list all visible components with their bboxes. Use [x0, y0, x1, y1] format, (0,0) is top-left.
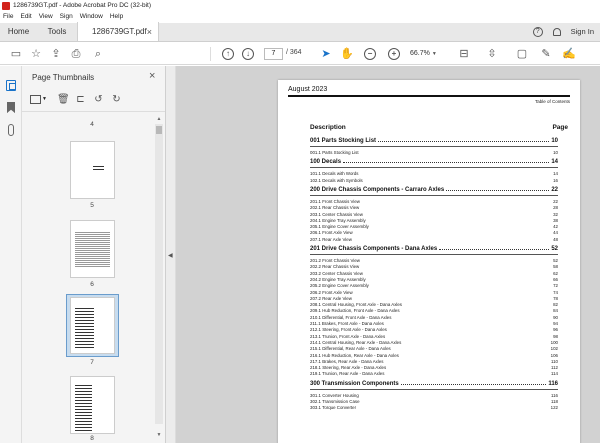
thumbnail-text [75, 302, 110, 303]
toc-entry[interactable] [310, 199, 558, 204]
toc-entry[interactable] [310, 393, 558, 398]
thumbnail-text [75, 148, 110, 150]
toc-entry[interactable] [310, 334, 558, 339]
toc-entry-page: 48 [553, 236, 558, 242]
toc-entry-page: 122 [550, 405, 558, 411]
document-date: August 2023 [288, 86, 328, 93]
scroll-thumb[interactable] [156, 126, 162, 134]
toolbar-separator [210, 47, 211, 61]
toc-entry-page: 52 [553, 258, 558, 263]
thumbnail-page-number: 6 [90, 281, 94, 288]
toc-entry-label: 201.2 Front Chassis View [310, 258, 360, 263]
document-page [278, 80, 580, 443]
toc-entry-page: 58 [553, 264, 558, 270]
toc-entry-label: 100 Decals [310, 159, 342, 166]
toc-entry-label: 206.2 Front Axle View [310, 289, 353, 295]
thumbnail-page-7[interactable] [70, 297, 115, 354]
toc-entry-label: 207.2 Rear Axle View [310, 295, 352, 301]
toc-entry-page: 118 [551, 399, 558, 404]
toc-entry[interactable] [310, 150, 558, 155]
toc-entry-page: 44 [553, 230, 558, 236]
toc-entry-page: 78 [553, 295, 558, 301]
thumbnail-page-number: 5 [90, 202, 94, 209]
bookmark-star-icon[interactable]: ☆ [31, 48, 41, 60]
page-number-input[interactable]: 7 [264, 48, 283, 60]
document-view[interactable] [176, 66, 600, 443]
close-icon[interactable]: × [146, 26, 152, 37]
highlight-pen-icon[interactable]: ✎ [541, 48, 551, 60]
bell-icon[interactable] [553, 28, 561, 36]
toc-entry[interactable] [310, 224, 558, 229]
toc-entry-page: 106 [550, 352, 558, 358]
toc-column-description: Description [310, 124, 346, 131]
toc-entry[interactable] [310, 371, 558, 376]
save-icon[interactable]: ▭ [10, 48, 22, 60]
thumbnail-table [75, 231, 110, 267]
title-bar [0, 0, 600, 11]
tab-tools-label: Tools [47, 27, 67, 36]
toc-entry-label: 215.1 Differential, Rear Axle - Dana Axles [310, 346, 391, 352]
rotate-cw-icon[interactable]: ↻ [112, 93, 121, 105]
toc-entry-label: 207.1 Rear Axle View [310, 236, 352, 242]
toc-entry-label: 218.1 Steering, Rear Axle - Dana Axles [310, 365, 387, 371]
scrolling-mode-icon[interactable]: ⇳ [487, 48, 497, 60]
search-icon[interactable]: ⌕ [94, 48, 102, 60]
toolbar [0, 43, 600, 65]
print-icon[interactable]: ⎙ [71, 48, 81, 60]
toc-section-rule [310, 146, 558, 147]
toc-entry-page: 84 [553, 308, 558, 314]
toc-entry[interactable] [310, 258, 558, 263]
menu-sign[interactable]: Sign [59, 13, 73, 20]
toc-section-rule [310, 254, 558, 255]
tab-tools[interactable] [37, 22, 77, 41]
toc-entry[interactable] [310, 237, 558, 242]
toc-entry[interactable] [310, 302, 558, 307]
thumbnail-tools [30, 92, 122, 106]
thumbnail-scrollbar[interactable] [155, 116, 163, 440]
toc-entry-page: 102 [550, 346, 558, 352]
toc-entry-label: 101.1 Decals with Words [310, 171, 359, 177]
toc-entry[interactable] [310, 178, 558, 183]
toc-leader [401, 384, 547, 385]
menu-view[interactable]: View [38, 13, 53, 20]
tab-home[interactable] [0, 22, 37, 41]
left-tool-rail [0, 66, 22, 443]
toc-entry[interactable] [310, 212, 558, 217]
toc-entry-label: 201 Drive Chassis Components - Dana Axles [310, 246, 438, 252]
toc-entry[interactable] [310, 353, 558, 358]
toc-entry-page: 96 [553, 327, 558, 333]
toc-section-entry[interactable] [310, 138, 558, 144]
toc-entry-page: 16 [553, 177, 558, 183]
toc-entry-page: 42 [553, 224, 558, 230]
toc-entry[interactable] [310, 271, 558, 276]
toc-entry[interactable] [310, 340, 558, 345]
toc-entry-page: 38 [553, 217, 558, 223]
panel-divider [22, 111, 165, 112]
page-thumbnails-panel [22, 66, 166, 443]
toc-entry-page: 94 [553, 321, 558, 326]
toc-entry-page: 90 [553, 314, 558, 320]
toc-entry-label: 201.1 Front Chassis View [310, 198, 360, 204]
panel-title: Page Thumbnails [32, 73, 95, 82]
toc-entry-label: 209.1 Hub Reduction, Front Axle - Dana Axles [310, 308, 400, 314]
thumbnail-page-6[interactable] [70, 220, 115, 278]
thumbnail-text [75, 383, 92, 431]
toc-entry[interactable] [310, 359, 558, 364]
toc-entry-page: 10 [553, 150, 558, 155]
chevron-down-icon: ▼ [431, 51, 437, 57]
toc-entry-label: 202.1 Rear Chassis View [310, 205, 360, 211]
toc-entry-label: 214.1 Central Housing, Rear Axle - Dana Axles [310, 339, 402, 345]
toc-entry-label: 211.1 Brakes, Front Axle - Dana Axles [310, 321, 384, 326]
header-rule [288, 95, 570, 97]
toc-entry-page: 14 [553, 171, 558, 177]
insert-page-icon[interactable]: ⊏ [76, 93, 85, 105]
toc-entry-label: 200 Drive Chassis Components - Carraro Axles [310, 186, 445, 193]
page-thumbnails-icon[interactable] [6, 80, 16, 91]
toc-entry[interactable] [310, 296, 558, 301]
thumbnail-text [75, 225, 110, 227]
toc-entry-label: 217.1 Brakes, Rear Axle - Dana Axles [310, 358, 384, 364]
toc-leader [439, 249, 549, 250]
scroll-track[interactable] [155, 124, 163, 424]
toc-column-page: Page [552, 124, 568, 131]
rotate-ccw-icon[interactable]: ↺ [94, 93, 103, 105]
toc-entry-label: 102.1 Decals with Symbols [310, 177, 363, 183]
toc-entry[interactable] [310, 315, 558, 320]
toc-entry-label: 301.1 Converter Housing [310, 392, 359, 398]
toc-entry-page: 98 [553, 333, 558, 339]
tab-home-label: Home [7, 27, 30, 36]
page-total: / 364 [286, 49, 302, 56]
toc-section-rule [310, 167, 558, 168]
toc-entry-page: 116 [551, 392, 558, 398]
toc-entry-label: 202.2 Rear Chassis View [310, 264, 360, 270]
thumbnail-text [93, 164, 104, 172]
toc-entry-label: 212.1 Steering, Front Axle - Dana Axles [310, 327, 387, 333]
toc-section-rule [310, 389, 558, 390]
toc-entry-page: 10 [551, 138, 558, 144]
toc-entry-page: 22 [551, 186, 558, 193]
toc-entry-label: 203.2 Center Chassis View [310, 270, 363, 276]
toc-entry-label: 205.2 Engine Cover Assembly [310, 283, 369, 289]
toc-entry-page: 22 [553, 198, 558, 204]
trash-icon[interactable]: 🗑 [57, 93, 70, 105]
acrobat-logo-icon [2, 2, 10, 10]
toc-entry[interactable] [310, 346, 558, 351]
thumbnail-page-number: 7 [90, 359, 94, 366]
toc-entry-label: 001 Parts Stocking List [310, 138, 377, 144]
toc-section-entry[interactable] [310, 381, 558, 387]
toc-entry[interactable] [310, 230, 558, 235]
toc-leader [446, 190, 549, 191]
zoom-value: 66.7% [410, 50, 430, 57]
toc-entry-label: 302.1 Transmission Case [310, 399, 360, 404]
menu-file[interactable]: File [3, 13, 14, 20]
menu-bar [0, 11, 600, 22]
toc-entry-page: 116 [548, 380, 558, 387]
toc-entry-page: 32 [553, 211, 558, 217]
toc-entry-label: 205.1 Engine Cover Assembly [310, 224, 369, 230]
sign-pen-icon[interactable]: ✍ [562, 48, 576, 60]
toc-entry-page: 82 [553, 302, 558, 308]
toc-entry-label: 208.1 Central Housing, Front Axle - Dana Axles [310, 302, 403, 308]
select-arrow-icon[interactable]: ➤ [321, 48, 331, 60]
toc-entry[interactable] [310, 277, 558, 282]
toc-entry-label: 206.1 Front Axle View [310, 230, 353, 236]
hand-tool-icon[interactable]: ✋ [340, 48, 354, 60]
collapse-arrow-icon[interactable]: ◀ [168, 253, 173, 259]
toc-entry-page: 114 [551, 371, 558, 377]
toc-entry-label: 219.1 Trunion, Rear Axle - Dana Axles [310, 371, 385, 377]
toc-section-entry[interactable] [310, 187, 558, 193]
toc-entry[interactable] [310, 283, 558, 288]
toc-section-rule [310, 195, 558, 196]
toc-entry-page: 74 [553, 289, 558, 295]
toc-entry[interactable] [310, 171, 558, 176]
toc-entry-label: 300 Transmission Components [310, 380, 399, 387]
next-page-icon[interactable]: ↓ [242, 48, 254, 60]
page-layout-icon[interactable]: ⊟ [459, 48, 469, 60]
tab-document-label: 1286739GT.pdf [92, 27, 147, 36]
toc-entry-page: 28 [553, 205, 558, 211]
toc-entry[interactable] [310, 405, 558, 410]
toc-entry[interactable] [310, 264, 558, 269]
toc-entry[interactable] [310, 308, 558, 313]
attachment-icon[interactable] [8, 124, 14, 136]
header-right-icons [533, 22, 600, 41]
sign-in-link[interactable]: Sign In [570, 27, 594, 36]
thumbnail-page-8[interactable] [70, 376, 115, 434]
help-icon[interactable]: ? [533, 27, 543, 37]
toc-entry[interactable] [310, 365, 558, 370]
options-menu-icon[interactable]: ▼ [30, 95, 50, 104]
scroll-down-icon[interactable]: ▼ [156, 432, 162, 438]
thumbnail-text [75, 306, 94, 350]
toc-entry[interactable] [310, 399, 558, 404]
thumbnail-page-number: 4 [90, 121, 94, 128]
toc-entry-label: 203.1 Center Chassis View [310, 211, 363, 217]
toc-leader [343, 162, 549, 163]
menu-edit[interactable]: Edit [20, 13, 32, 20]
scroll-up-icon[interactable]: ▲ [156, 116, 162, 122]
panel-collapse-handle[interactable] [166, 66, 176, 443]
bookmark-icon[interactable] [7, 102, 15, 113]
toc-entry-label: 204.1 Engine Tray Assembly [310, 217, 366, 223]
toc-entry-label: 204.2 Engine Tray Assembly [310, 276, 366, 282]
comment-icon[interactable]: ▢ [516, 48, 528, 60]
toc-entry-page: 112 [551, 365, 558, 371]
toc-entry-page: 72 [553, 283, 558, 289]
upload-cloud-icon[interactable]: ⇪ [51, 48, 61, 60]
zoom-out-icon[interactable]: − [364, 48, 376, 60]
previous-page-icon[interactable]: ↑ [222, 48, 234, 60]
toc-leader [378, 141, 549, 142]
toc-entry[interactable] [310, 327, 558, 332]
toc-entry-label: 213.1 Trunion, Front Axle - Dana Axles [310, 333, 386, 339]
running-head: Table of Contents [534, 99, 570, 104]
window-title: 1286739GT.pdf - Adobe Acrobat Pro DC (32-bit) [13, 2, 152, 9]
toc-entry-label: 216.1 Hub Reduction, Rear Axle - Dana Axles [310, 352, 399, 358]
toc-entry-page: 14 [551, 159, 558, 166]
toc-entry[interactable] [310, 290, 558, 295]
zoom-dropdown[interactable] [410, 48, 440, 60]
toc-entry-label: 001.1 Parts Stocking List [310, 150, 359, 155]
thumbnail-page-number: 8 [90, 435, 94, 442]
zoom-in-icon[interactable]: + [388, 48, 400, 60]
toc-entry[interactable] [310, 205, 558, 210]
toc-entry[interactable] [310, 218, 558, 223]
toc-entry[interactable] [310, 321, 558, 326]
toc-entry-page: 52 [551, 246, 558, 252]
tab-document[interactable] [77, 22, 159, 41]
thumbnail-page-5[interactable] [70, 141, 115, 199]
toc-entry-page: 100 [550, 339, 558, 345]
toc-section-entry[interactable] [310, 159, 558, 165]
menu-window[interactable]: Window [79, 13, 103, 20]
tab-bar [0, 23, 600, 42]
close-panel-icon[interactable]: × [149, 70, 156, 82]
toc-entry-page: 62 [553, 270, 558, 276]
toc-entry-page: 66 [553, 276, 558, 282]
toc-entry-label: 303.1 Torque Converter [310, 405, 357, 411]
toc-section-entry[interactable] [310, 246, 558, 252]
toc-entry-page: 110 [551, 358, 558, 364]
menu-help[interactable]: Help [109, 13, 124, 20]
toc-entry-label: 210.1 Differential, Front Axle - Dana Axles [310, 314, 392, 320]
